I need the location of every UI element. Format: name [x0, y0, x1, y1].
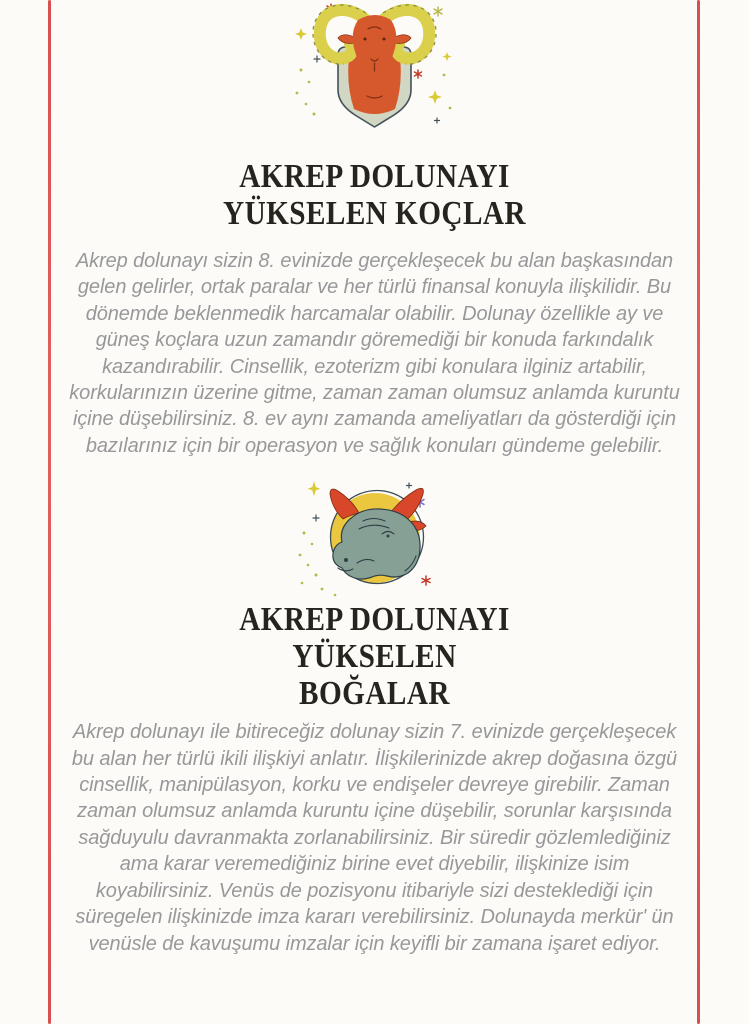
title-line: YÜKSELEN KOÇLAR	[223, 195, 526, 232]
section-taurus	[0, 473, 749, 957]
ram-illustration	[287, 0, 462, 132]
title-line: YÜKSELEN	[292, 638, 457, 676]
title-line: AKREP DOLUNAYI	[239, 601, 510, 639]
title-line: AKREP DOLUNAYI	[239, 158, 510, 195]
title-line: BOĞALAR	[299, 675, 450, 713]
section-title-aries	[0, 158, 749, 232]
taurus-bull-emblem-icon	[287, 473, 462, 601]
section-title-taurus	[0, 601, 749, 712]
section-body-taurus: Akrep dolunayı ile bitireceğiz dolunay sizin 7. evinizde gerçekleşecek bu alan her türlü ikili ilişkiyi anlatır. İlişkilerinizde akrep doğasına özgü cinsellik, manipülasyon, korku ve endişeler devreye girebilir. Zaman zaman olumsuz anlamda kuruntu içine düşebilir, sorunlar karşısında sağduyulu davranmakta zorlanabilirsiniz. Bir süredir gözlemlediğiniz ama karar veremediğiniz birine evet diyebilir, ilişkinize isim koyabilirsiniz. Venüs de pozisyonu itibariyle sizi desteklediği için süregelen ilişkinizde imza kararı verebilirsiniz. Dolunayda merkür' ün venüsle de kavuşumu imzalar için keyifli bir zamana işaret ediyor.	[71, 721, 678, 955]
aries-ram-emblem-icon	[287, 0, 462, 132]
section-aries	[0, 0, 749, 459]
bull-illustration	[287, 473, 462, 601]
section-body-aries: Akrep dolunayı sizin 8. evinizde gerçekleşecek bu alan başkasından gelen gelirler, ortak paralar ve her türlü finansal konuyla ilişkilidir. Bu dönemde beklenmedik harcamalar olabilir. Dolunay özellikle ay ve güneş koçlara uzun zamandır göremediği bir konuda farkındalık kazandırabilir. Cinsellik, ezoterizm gibi konulara ilginiz artabilir, korkularınızın üzerine gitme, zaman zaman olumsuz anlamda kuruntu içine düşebilirsiniz. 8. ev aynı zamanda ameliyatları da gösterdiği için bazılarınız için bir operasyon ve sağlık konuları gündeme gelebilir.	[69, 250, 680, 457]
